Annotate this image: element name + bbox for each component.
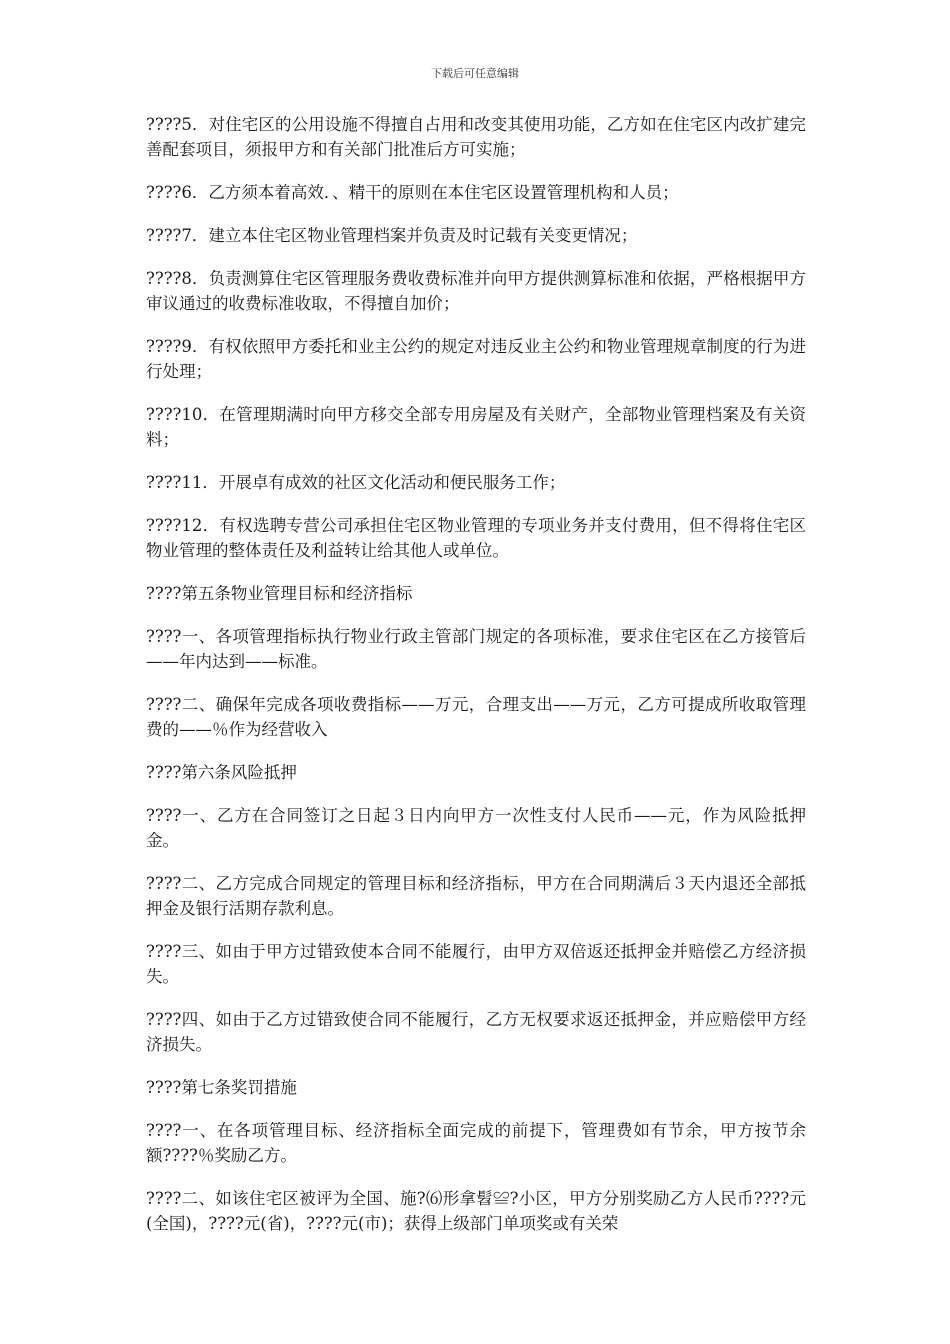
paragraph-article-6-item-1: ????一、乙方在合同签订之日起３日内向甲方一次性支付人民币——元，作为风险抵押金。 xyxy=(146,806,806,850)
paragraph-item-12: ????12．有权选聘专营公司承担住宅区物业管理的专项业务并支付费用，但不得将住宅区物业管理的整体责任及利益转让给其他人或单位。 xyxy=(146,516,806,560)
paragraph-item-6: ????6．乙方须本着高效．、精干的原则在本住宅区设置管理机构和人员； xyxy=(146,183,679,202)
section-heading-article-6: ????第六条风险抵押 xyxy=(146,763,297,782)
paragraph-article-7-item-2: ????二、如该住宅区被评为全国、施?⑹形拿髫≌?小区，甲方分别奖励乙方人民币????元(全国)，????元(省)，????元(市)；获得上级部门单项奖或有关荣 xyxy=(146,1189,806,1233)
document-body xyxy=(146,112,806,1254)
paragraph-article-6-item-3: ????三、如由于甲方过错致使本合同不能履行，由甲方双倍返还抵押金并赔偿乙方经济损失。 xyxy=(146,942,806,986)
paragraph-item-5: ????5．对住宅区的公用设施不得擅自占用和改变其使用功能，乙方如在住宅区内改扩建完善配套项目，须报甲方和有关部门批准后方可实施； xyxy=(146,115,806,159)
section-heading-article-7: ????第七条奖罚措施 xyxy=(146,1078,297,1097)
paragraph-article-6-item-4: ????四、如由于乙方过错致使合同不能履行，乙方无权要求返还抵押金，并应赔偿甲方经济损失。 xyxy=(146,1010,806,1054)
paragraph-item-11: ????11．开展卓有成效的社区文化活动和便民服务工作； xyxy=(146,473,566,492)
paragraph-item-7: ????7．建立本住宅区物业管理档案并负责及时记载有关变更情况； xyxy=(146,226,638,245)
paragraph-item-9: ????9．有权依照甲方委托和业主公约的规定对违反业主公约和物业管理规章制度的行为进行处理； xyxy=(146,337,806,381)
paragraph-article-5-item-2: ????二、确保年完成各项收费指标——万元，合理支出——万元，乙方可提成所收取管理费的——％作为经营收入 xyxy=(146,695,806,739)
section-heading-article-5: ????第五条物业管理目标和经济指标 xyxy=(146,584,413,603)
page-header-note: 下载后可任意编辑 xyxy=(431,67,519,80)
paragraph-article-7-item-1: ????一、在各项管理目标、经济指标全面完成的前提下，管理费如有节余，甲方按节余额????％奖励乙方。 xyxy=(146,1121,806,1165)
paragraph-item-10: ????10．在管理期满时向甲方移交全部专用房屋及有关财产，全部物业管理档案及有关资料； xyxy=(146,405,806,449)
paragraph-article-6-item-2: ????二、乙方完成合同规定的管理目标和经济指标，甲方在合同期满后３天内退还全部抵押金及银行活期存款利息。 xyxy=(146,874,806,918)
paragraph-item-8: ????8．负责测算住宅区管理服务费收费标准并向甲方提供测算标准和依据，严格根据甲方审议通过的收费标准收取，不得擅自加价； xyxy=(146,269,806,313)
paragraph-article-5-item-1: ????一、各项管理指标执行物业行政主管部门规定的各项标准，要求住宅区在乙方接管后——年内达到——标准。 xyxy=(146,627,806,671)
